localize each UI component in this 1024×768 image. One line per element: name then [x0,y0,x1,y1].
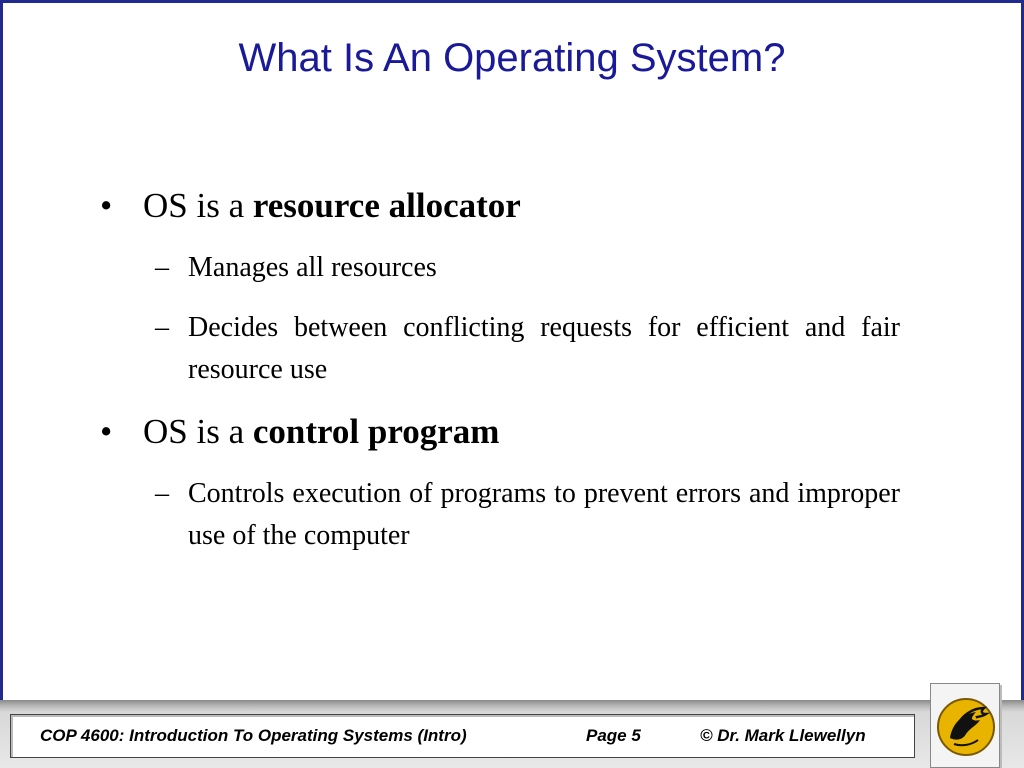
bullet-prefix: OS is a [143,412,253,451]
bullet-marker: • [100,412,113,451]
subitem-text: Manages all resources [188,252,437,283]
subitem-text: Controls execution of programs to prevent errors and improper use of the computer [188,478,900,551]
footer-page: Page 5 [586,726,641,745]
footer-course: COP 4600: Introduction To Operating Systems (Intro) [40,726,467,745]
bullet-emphasis: control program [252,412,500,451]
footer-copyright: © Dr. Mark Llewellyn [700,726,866,745]
slide-content [100,183,900,557]
subitem-decides-requests [100,307,900,391]
bullet-item-control-program [100,409,900,455]
slide-title: What Is An Operating System? [238,36,786,80]
bullet-prefix: OS is a [143,186,253,225]
subitem-marker: – [155,312,169,343]
subitem-controls-execution [100,473,900,557]
subitem-text: Decides between conflicting requests for efficient and fair resource use [188,312,900,385]
subitem-manages-resources [100,247,900,289]
bullet-emphasis: resource allocator [252,186,521,225]
subitem-marker: – [155,252,169,283]
pegasus-logo-icon [936,694,996,760]
bullet-marker: • [100,186,113,225]
logo-box [930,683,1000,768]
subitem-marker: – [155,478,169,509]
bullet-item-resource-allocator [100,183,900,229]
